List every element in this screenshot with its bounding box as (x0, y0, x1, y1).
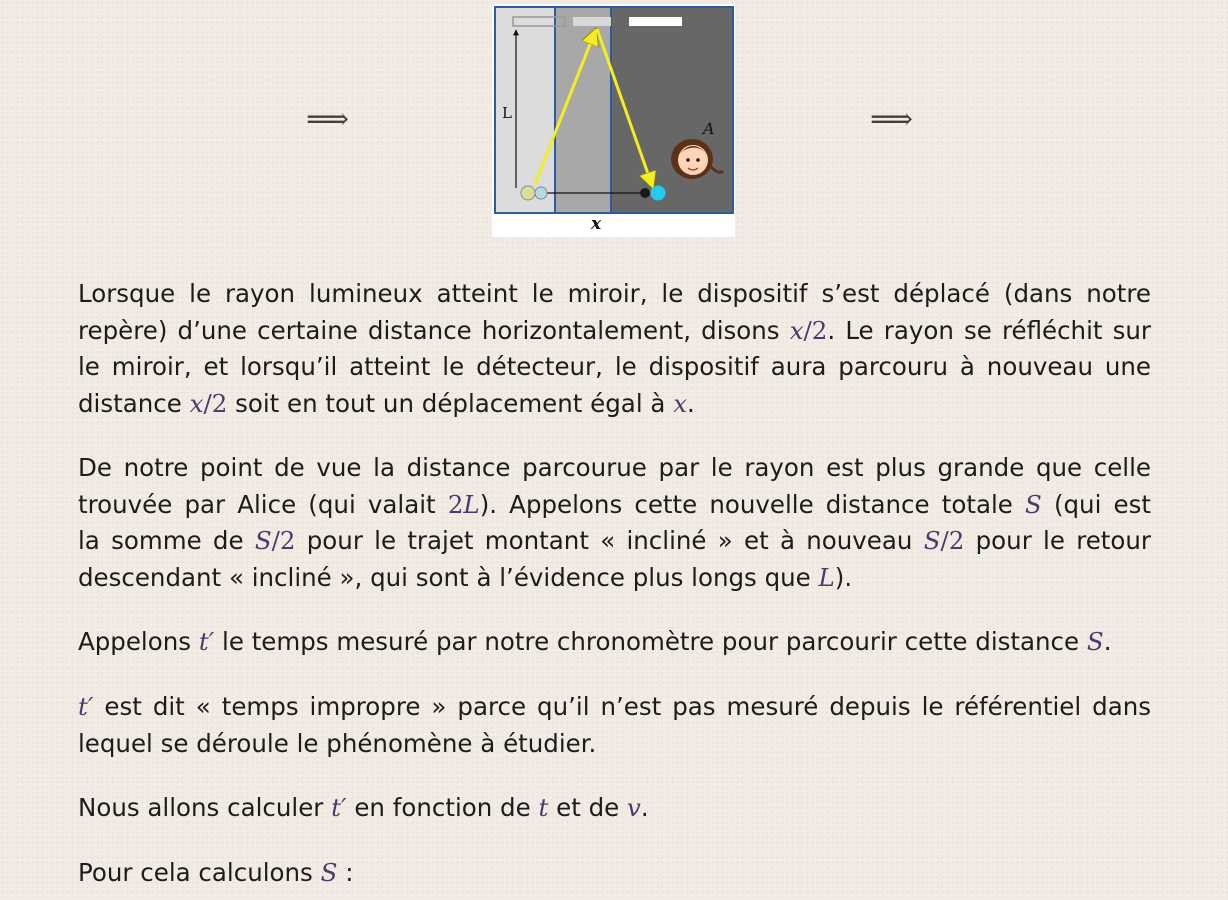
text: : (337, 858, 354, 887)
paragraph-line: Lorsque le rayon lumineux atteint le miroir, le dispositif s’est déplacé (dans notre (78, 279, 1151, 308)
math-S: S (320, 858, 338, 887)
math-x: x (189, 388, 204, 418)
emitter-start (521, 186, 535, 200)
math-S: S (1025, 489, 1042, 519)
paragraph-line (78, 624, 1151, 661)
paragraph-line (78, 855, 1151, 892)
text: (qui est (1041, 489, 1151, 519)
paragraph-line: lequel se déroule le phénomène à étudier. (78, 728, 597, 758)
math-L: L (818, 562, 835, 592)
text: soit en tout un déplacement égal à (227, 388, 674, 418)
math-t-prime: t′ (78, 692, 94, 721)
text: en fonction de (346, 793, 539, 822)
next-slide-arrow[interactable]: ⟹ (870, 102, 914, 137)
text: Pour cela calculons (78, 858, 321, 887)
paragraph-line (78, 313, 1151, 350)
paragraph-line: le miroir, et lorsqu’il atteint le détecteur, le dispositif aura parcouru à nouveau une (78, 352, 1151, 381)
text: distance (78, 388, 190, 418)
paragraph-line (78, 689, 1151, 726)
text: est dit « temps impropre » parce qu’il n’est pas mesuré depuis le référentiel dans (93, 692, 1151, 721)
math-S: S (254, 526, 272, 555)
text: repère) d’une certaine distance horizontalement, disons (78, 315, 790, 345)
detector-end (651, 186, 666, 201)
paragraph-distance (78, 450, 1151, 596)
emitter-end (640, 188, 650, 198)
math-half: /2 (803, 315, 828, 345)
mirror-end (629, 17, 682, 26)
paragraph-line (78, 560, 1151, 597)
math-half: /2 (940, 526, 965, 555)
displacement-label: x (591, 214, 602, 234)
text: trouvée par Alice (qui valait (78, 489, 448, 519)
paragraph-displacement (78, 276, 1151, 422)
math-2: 2 (447, 489, 464, 519)
math-v: v (627, 793, 641, 822)
paragraph-line (78, 790, 1151, 827)
math-S: S (923, 526, 941, 555)
text: . (687, 388, 695, 418)
math-half: /2 (203, 388, 228, 418)
text: pour le trajet montant « incliné » et à nouveau (295, 526, 924, 555)
math-t-prime: t′ (198, 627, 215, 656)
text: la somme de (78, 526, 255, 555)
text: Nous allons calculer (78, 793, 332, 822)
text: descendant « incliné », qui sont à l’évidence plus longs que (78, 562, 819, 592)
paragraph-line: De notre point de vue la distance parcourue par le rayon est plus grande que celle (78, 453, 1151, 482)
paragraph-improper-time (78, 689, 1151, 762)
text: et de (548, 793, 627, 822)
text: le temps mesuré par notre chronomètre pour parcourir cette distance (214, 627, 1087, 656)
math-t: t (538, 793, 549, 822)
text: ). Appelons cette nouvelle distance totale (479, 489, 1025, 519)
math-S: S (1086, 627, 1104, 656)
paragraph-line (78, 386, 1151, 423)
text: . (1103, 627, 1112, 656)
paragraph-improper-time-definition (78, 624, 1151, 661)
mirror-middle (573, 17, 611, 26)
math-half: /2 (271, 526, 296, 555)
text: . (640, 793, 649, 822)
light-clock-box-end (611, 7, 733, 213)
paragraph-compute-S (78, 855, 1151, 892)
previous-slide-arrow[interactable]: ⟹ (306, 102, 350, 137)
paragraph-line (78, 523, 1151, 560)
height-label: L (502, 104, 512, 122)
math-t-prime: t′ (331, 793, 347, 822)
text: Appelons (78, 627, 199, 656)
math-x: x (673, 388, 688, 418)
text: ). (834, 562, 853, 592)
math-L: L (463, 489, 480, 519)
math-x: x (789, 315, 804, 345)
paragraph-goal (78, 790, 1151, 827)
detector-start (535, 187, 547, 199)
text: pour le retour (964, 526, 1151, 555)
paragraph-line (78, 487, 1151, 524)
light-clock-figure (490, 2, 738, 238)
alice-label: A (703, 119, 715, 138)
text: . Le rayon se réfléchit sur (827, 315, 1152, 345)
